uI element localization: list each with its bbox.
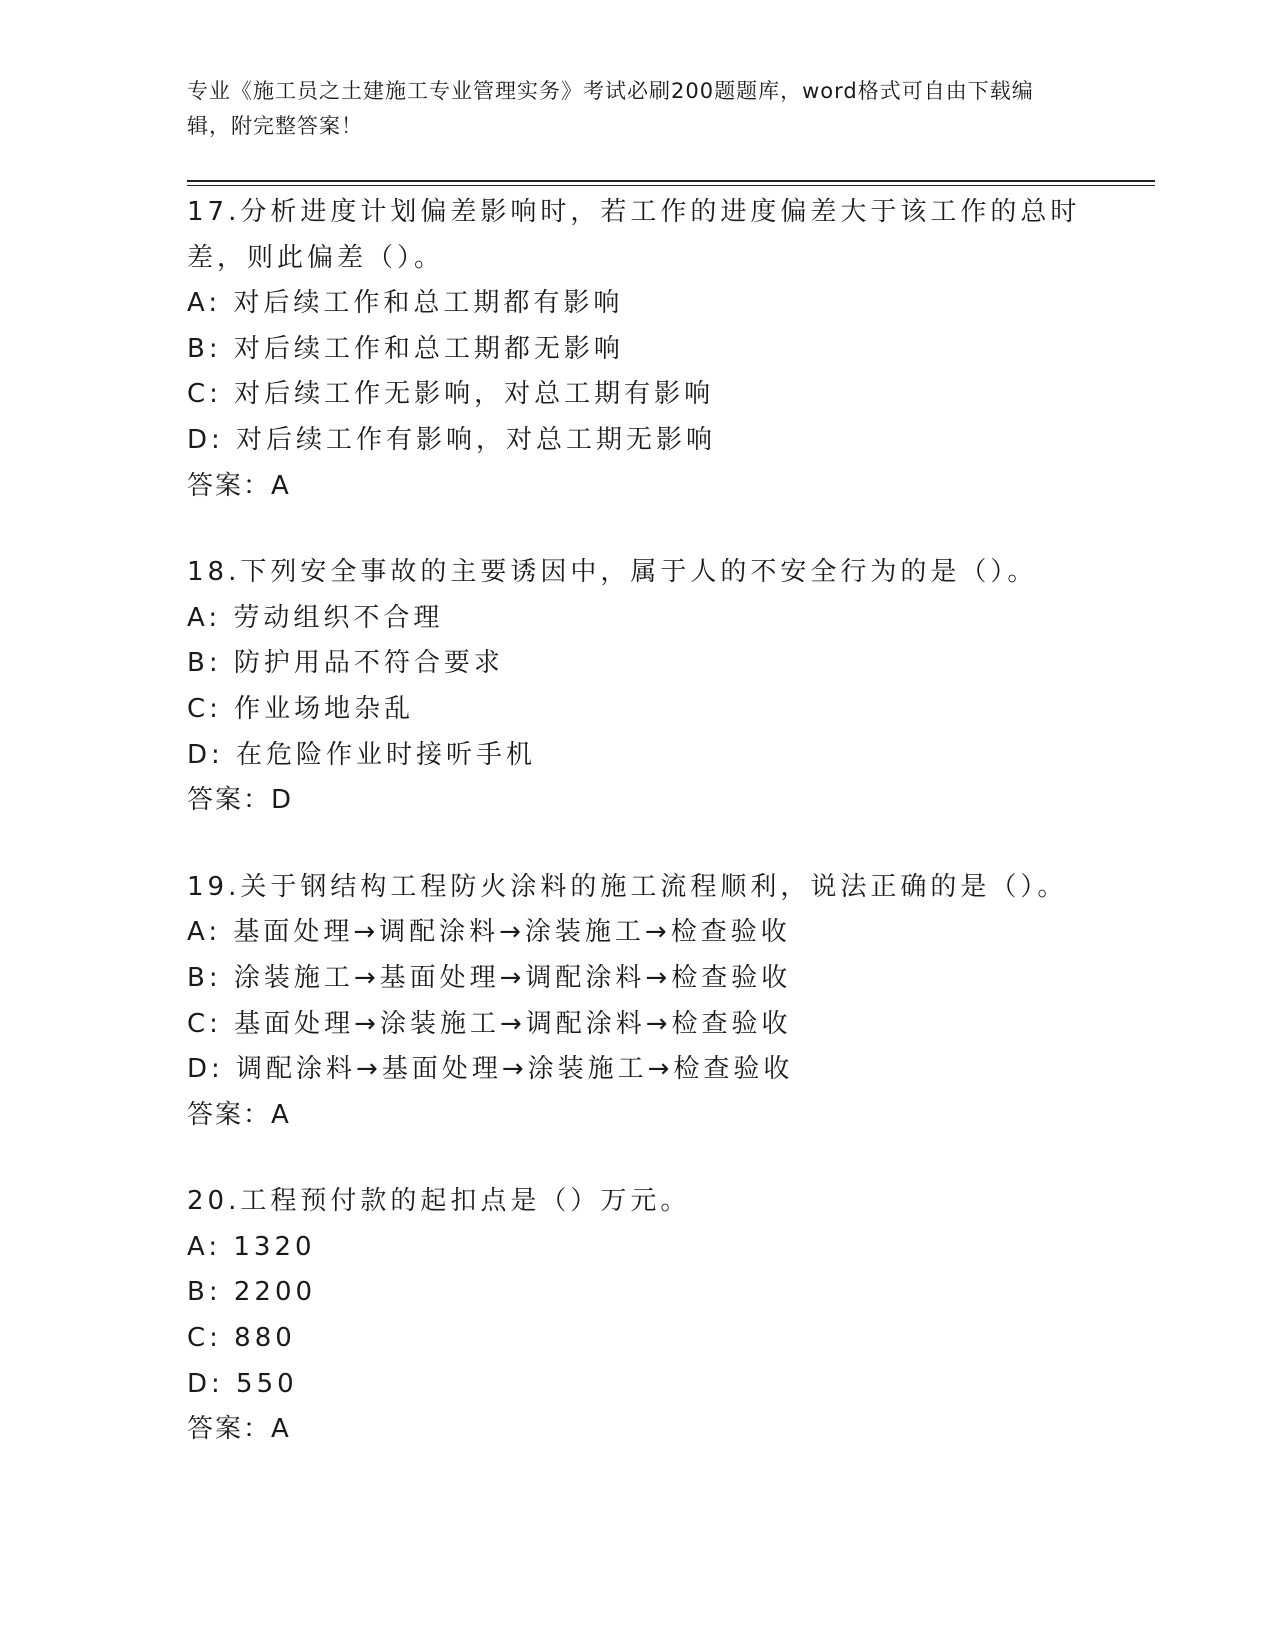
option-a: A: 对后续工作和总工期都有影响 (187, 288, 624, 319)
question-stem: 20.工程预付款的起扣点是（）万元。 (187, 1186, 691, 1217)
option-b: B: 对后续工作和总工期都无影响 (187, 333, 624, 364)
option-b: B: 2200 (187, 1277, 317, 1308)
question-17 (187, 190, 1087, 509)
question-stem: 19.关于钢结构工程防火涂料的施工流程顺利，说法正确的是（）。 (187, 871, 1068, 902)
option-c: C: 基面处理→涂装施工→调配涂料→检查验收 (187, 1008, 792, 1039)
question-18 (187, 550, 1087, 824)
document-header: 专业《施工员之土建施工专业管理实务》考试必刷200题题库，word格式可自由下载编辑，附完整答案！ (187, 79, 1034, 138)
answer: 答案：A (187, 1414, 291, 1445)
answer: 答案：A (187, 470, 291, 501)
option-d: D: 调配涂料→基面处理→涂装施工→检查验收 (187, 1054, 794, 1085)
question-stem: 18.下列安全事故的主要诱因中，属于人的不安全行为的是（）。 (187, 557, 1038, 588)
option-c: C: 880 (187, 1323, 296, 1354)
option-a: A: 劳动组织不合理 (187, 602, 444, 633)
answer: 答案：A (187, 1099, 291, 1130)
question-stem: 17.分析进度计划偏差影响时，若工作的进度偏差大于该工作的总时差，则此偏差（）。 (187, 197, 1081, 273)
option-d: D: 对后续工作有影响，对总工期无影响 (187, 424, 717, 455)
header-divider-thin (187, 185, 1155, 186)
option-d: D: 在危险作业时接听手机 (187, 739, 537, 770)
option-c: C: 作业场地杂乱 (187, 693, 415, 724)
option-d: D: 550 (187, 1368, 298, 1399)
option-b: B: 涂装施工→基面处理→调配涂料→检查验收 (187, 962, 792, 993)
question-list (187, 190, 1087, 1494)
question-19 (187, 865, 1087, 1139)
option-a: A: 基面处理→调配涂料→涂装施工→检查验收 (187, 917, 791, 948)
header-divider-thick (187, 180, 1155, 182)
option-a: A: 1320 (187, 1231, 316, 1262)
option-c: C: 对后续工作无影响，对总工期有影响 (187, 379, 715, 410)
answer: 答案：D (187, 785, 294, 816)
question-20 (187, 1179, 1087, 1453)
option-b: B: 防护用品不符合要求 (187, 648, 504, 679)
